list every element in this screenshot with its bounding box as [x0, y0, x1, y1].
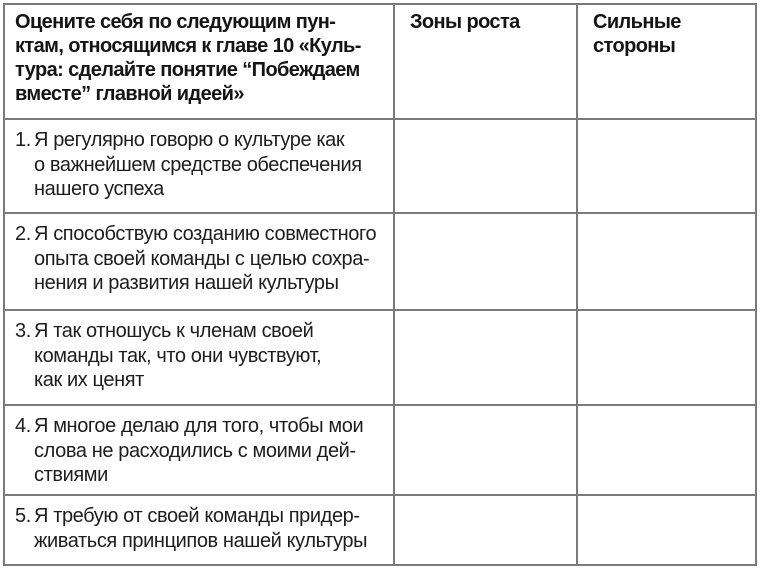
- row-4-text: Я многое делаю для того, чтобы мои слова не расходились с моими дей- ствиями: [34, 415, 364, 486]
- row-3-number: 3.: [15, 320, 31, 342]
- header-cell-criteria: [5, 5, 395, 120]
- row-4-criteria-cell: [5, 406, 395, 496]
- row-5-text: Я требую от своей команды придер- живаться принципов нашей культуры: [34, 505, 368, 552]
- header-cell-growth-zones: [395, 5, 578, 120]
- criteria-header-text: Оцените себя по следующим пун- ктам, относящимся к главе 10 «Куль- тура: сделайте понятие “Побеждаем вместе” главной идеей»: [15, 11, 361, 105]
- row-1-text: Я регулярно говорю о культуре как о важнейшем средстве обеспечения нашего успеха: [34, 129, 362, 200]
- row-3-growth-cell: [395, 311, 578, 406]
- row-2-strength-cell: [578, 214, 755, 311]
- row-2-number: 2.: [15, 223, 31, 245]
- growth-zones-header-text: Зоны роста: [410, 11, 520, 33]
- header-cell-strengths: [578, 5, 755, 120]
- row-2-growth-cell: [395, 214, 578, 311]
- row-4-growth-cell: [395, 406, 578, 496]
- row-4-number: 4.: [15, 415, 31, 437]
- row-2-criteria-cell: [5, 214, 395, 311]
- row-1-number: 1.: [15, 129, 31, 151]
- row-1-growth-cell: [395, 120, 578, 214]
- row-5-number: 5.: [15, 505, 31, 527]
- row-5-strength-cell: [578, 496, 755, 564]
- row-3-criteria-cell: [5, 311, 395, 406]
- row-4-strength-cell: [578, 406, 755, 496]
- self-assessment-table: [3, 3, 757, 566]
- row-3-strength-cell: [578, 311, 755, 406]
- row-5-growth-cell: [395, 496, 578, 564]
- strengths-header-text: Сильные стороны: [593, 11, 681, 57]
- row-5-criteria-cell: [5, 496, 395, 564]
- row-2-text: Я способствую созданию совместного опыта своей команды с целью сохра- нения и развития нашей культуры: [34, 223, 377, 294]
- row-1-strength-cell: [578, 120, 755, 214]
- row-3-text: Я так отношусь к членам своей команды так, что они чувствуют, как их ценят: [34, 320, 322, 391]
- row-1-criteria-cell: [5, 120, 395, 214]
